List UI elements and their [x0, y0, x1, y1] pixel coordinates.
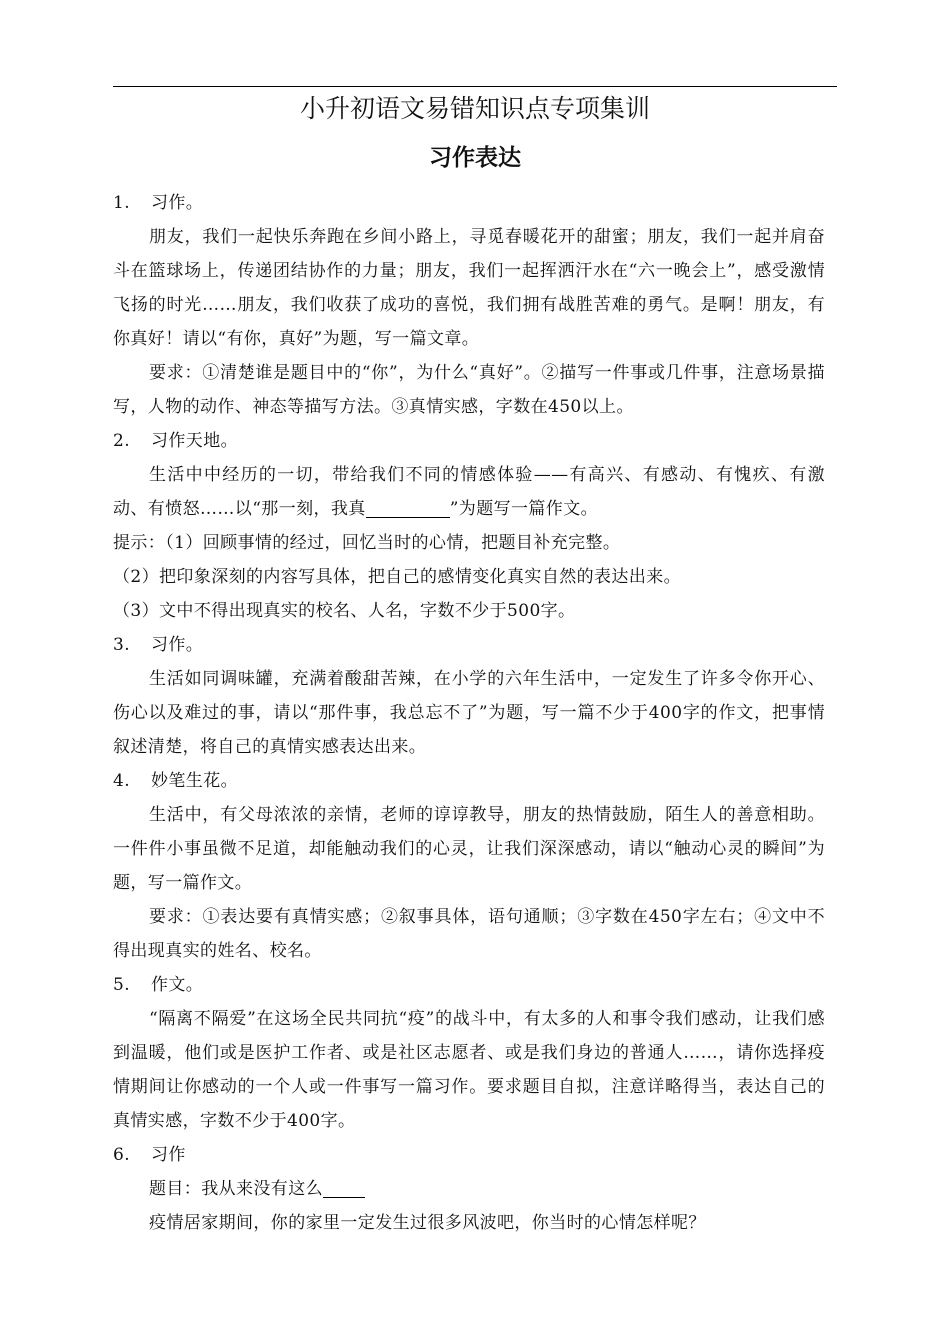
paragraph-text-before-blank: 生活中中经历的一切，带给我们不同的情感体验——有高兴、有感动、有愧疚、有激动、有愤怒……以“那一刻，我真: [113, 465, 825, 519]
question-6: [113, 1138, 825, 1240]
question-number: 2.: [113, 431, 131, 451]
question-paragraph: 生活中，有父母浓浓的亲情，老师的谆谆教导，朋友的热情鼓励，陌生人的善意相助。一件件小事虽微不足道，却能触动我们的心灵，让我们深深感动，请以“触动心灵的瞬间”为题，写一篇作文。: [113, 805, 825, 893]
question-topic: [113, 1172, 825, 1206]
question-label: 习作。: [151, 635, 204, 655]
hint-line: （3）文中不得出现真实的校名、人名，字数不少于500字。: [113, 601, 576, 621]
hint-line: 提示：（1）回顾事情的经过，回忆当时的心情，把题目补充完整。: [113, 533, 621, 553]
question-label: 习作天地。: [151, 431, 238, 451]
question-2: [113, 424, 825, 628]
question-number: 5.: [113, 975, 131, 995]
question-label: 习作。: [151, 193, 204, 213]
section-subtitle: 习作表达: [429, 145, 521, 171]
question-number: 1.: [113, 193, 131, 213]
question-label: 作文。: [151, 975, 204, 995]
question-requirements: 要求：①清楚谁是题目中的“你”，为什么“真好”。②描写一件事或几件事，注意场景描写，人物的动作、神态等描写方法。③真情实感，字数在450以上。: [113, 363, 825, 417]
question-5: [113, 968, 825, 1138]
fill-in-blank: [323, 1177, 365, 1198]
hint-line: （2）把印象深刻的内容写具体，把自己的感情变化真实自然的表达出来。: [113, 567, 682, 587]
topic-text: 题目：我从来没有这么: [149, 1179, 323, 1199]
question-4: [113, 764, 825, 968]
fill-in-blank: [366, 497, 450, 518]
question-number: 6.: [113, 1145, 131, 1165]
paragraph-text-after-blank: ”为题写一篇作文。: [449, 499, 598, 519]
question-number: 3.: [113, 635, 131, 655]
question-paragraph: 疫情居家期间，你的家里一定发生过很多风波吧，你当时的心情怎样呢？: [149, 1213, 706, 1233]
question-label: 妙笔生花。: [151, 771, 238, 791]
question-paragraph: “隔离不隔爱”在这场全民共同抗“疫”的战斗中，有太多的人和事令我们感动，让我们感到温暖，他们或是医护工作者、或是社区志愿者、或是我们身边的普通人……，请你选择疫情期间让你感动的一个人或一件事写一篇习作。要求题目自拟，注意详略得当，表达自己的真情实感，字数不少于400字。: [113, 1009, 825, 1131]
question-number: 4.: [113, 771, 131, 791]
question-paragraph: 生活如同调味罐，充满着酸甜苦辣，在小学的六年生活中，一定发生了许多令你开心、伤心以及难过的事，请以“那件事，我总忘不了”为题，写一篇不少于400字的作文，把事情叙述清楚，将自己的真情实感表达出来。: [113, 669, 825, 757]
question-list: [113, 186, 825, 1240]
question-3: [113, 628, 825, 764]
header-rule: [113, 86, 837, 87]
question-paragraph: [113, 458, 825, 526]
question-label: 习作: [151, 1145, 186, 1165]
question-paragraph: 朋友，我们一起快乐奔跑在乡间小路上，寻觅春暖花开的甜蜜；朋友，我们一起并肩奋斗在篮球场上，传递团结协作的力量；朋友，我们一起挥洒汗水在“六一晚会上”，感受激情飞扬的时光……朋友，我们收获了成功的喜悦，我们拥有战胜苦难的勇气。是啊！朋友，有你真好！请以“有你，真好”为题，写一篇文章。: [113, 227, 825, 349]
page-title: 小升初语文易错知识点专项集训: [299, 94, 650, 123]
question-requirements: 要求：①表达要有真情实感；②叙事具体，语句通顺；③字数在450字左右；④文中不得出现真实的姓名、校名。: [113, 907, 825, 961]
question-1: [113, 186, 825, 424]
